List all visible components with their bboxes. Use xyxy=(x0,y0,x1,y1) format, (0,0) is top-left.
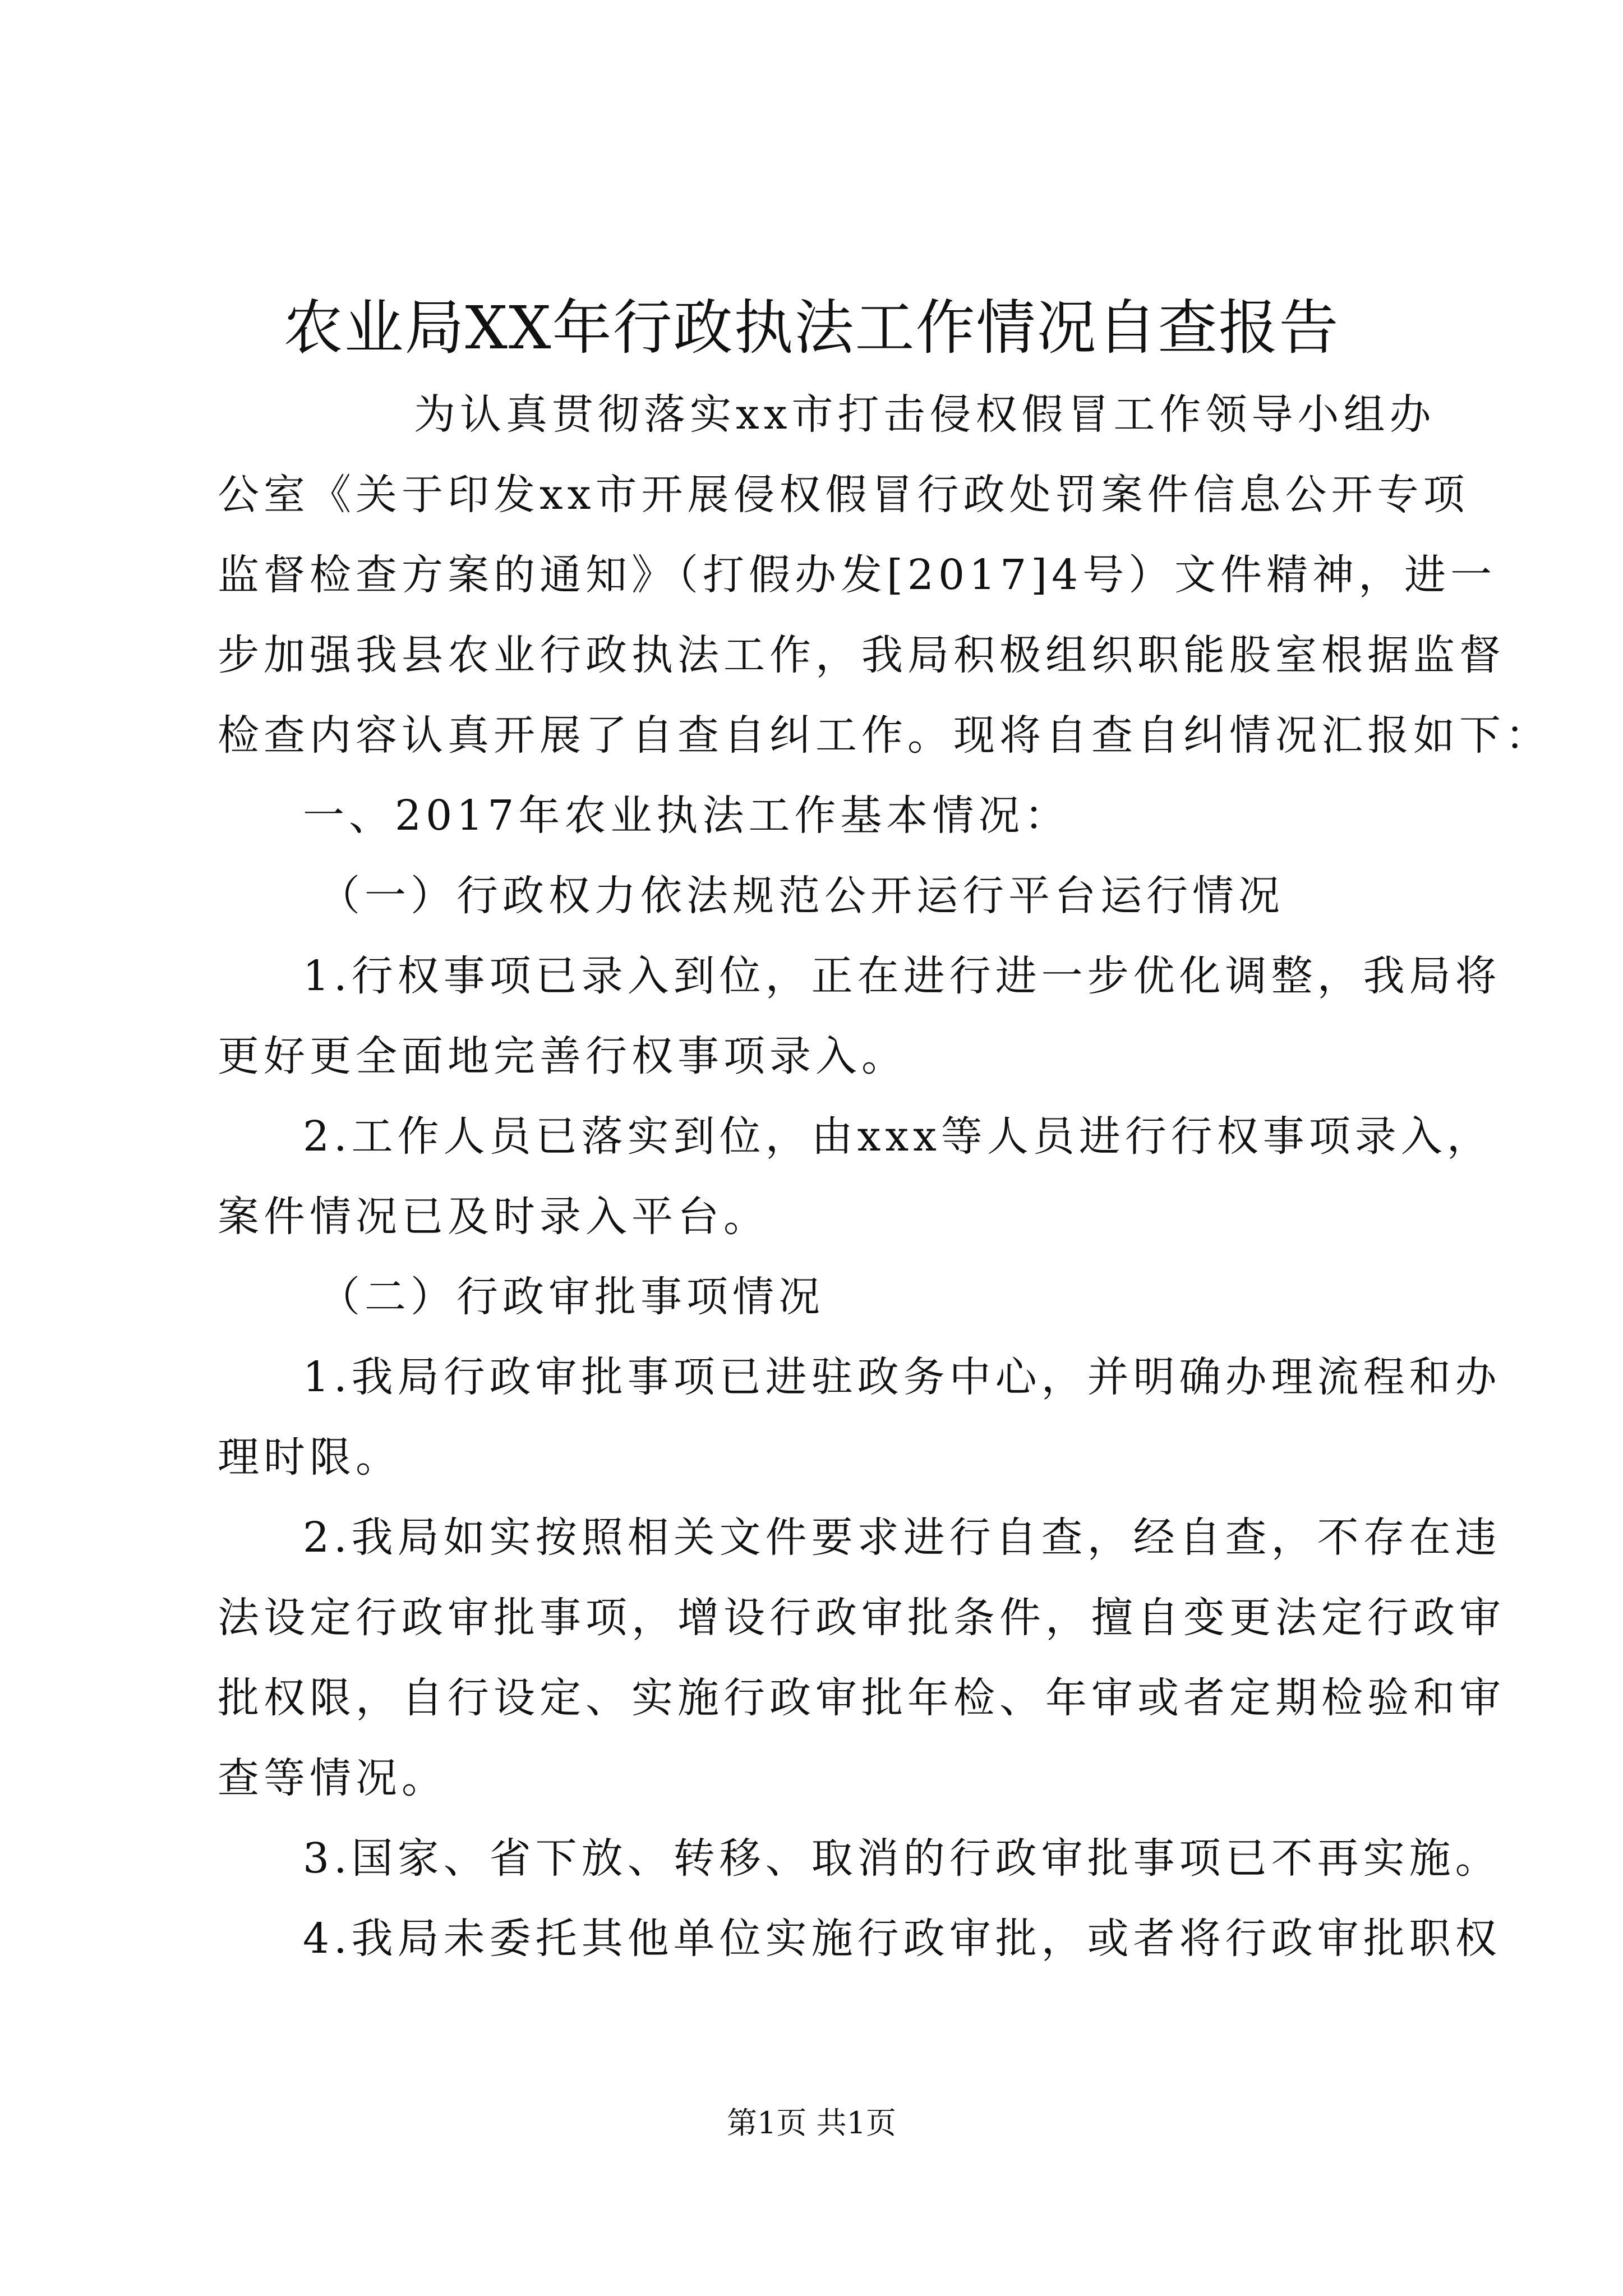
body-line: 3.国家、省下放、转移、取消的行政审批事项已不再实施。 xyxy=(303,1834,1501,1883)
body-line: 2.我局如实按照相关文件要求进行自查，经自查，不存在违 xyxy=(303,1513,1501,1562)
document-body xyxy=(218,375,1551,1979)
body-line: 检查内容认真开展了自查自纠工作。现将自查自纠情况汇报如下： xyxy=(218,711,1551,760)
body-line: 2.工作人员已落实到位，由xxx等人员进行行权事项录入， xyxy=(303,1112,1493,1161)
subsection-heading: （一）行政权力依法规范公开运行平台运行情况 xyxy=(319,872,1284,920)
body-line: 更好更全面地完善行权事项录入。 xyxy=(218,1032,907,1080)
body-line: 监督检查方案的通知》（打假办发[2017]4号）文件精神，进一 xyxy=(218,551,1497,599)
page-footer: 第1页 共1页 xyxy=(727,2105,896,2141)
body-line: 步加强我县农业行政执法工作，我局积极组织职能股室根据监督 xyxy=(218,631,1505,679)
body-line: 法设定行政审批事项，增设行政审批条件，擅自变更法定行政审 xyxy=(218,1594,1505,1642)
body-line: 为认真贯彻落实xx市打击侵权假冒工作领导小组办 xyxy=(414,390,1436,439)
body-line: 案件情况已及时录入平台。 xyxy=(218,1193,769,1241)
body-line: 4.我局未委托其他单位实施行政审批，或者将行政审批职权 xyxy=(303,1915,1501,1963)
body-line: 公室《关于印发xx市开展侵权假冒行政处罚案件信息公开专项 xyxy=(218,471,1469,519)
body-line: 批权限，自行设定、实施行政审批年检、年审或者定期检验和审 xyxy=(218,1674,1505,1722)
body-line: 1.我局行政审批事项已进驻政务中心，并明确办理流程和办 xyxy=(303,1353,1501,1401)
section-heading: 一、2017年农业执法工作基本情况： xyxy=(303,792,1071,840)
body-line: 查等情况。 xyxy=(218,1754,448,1802)
body-line: 1.行权事项已录入到位，正在进行进一步优化调整，我局将 xyxy=(303,952,1501,1000)
document-title: 农业局XX年行政执法工作情况自查报告 xyxy=(283,293,1340,362)
subsection-heading: （二）行政审批事项情况 xyxy=(319,1273,824,1321)
body-line: 理时限。 xyxy=(218,1433,402,1481)
